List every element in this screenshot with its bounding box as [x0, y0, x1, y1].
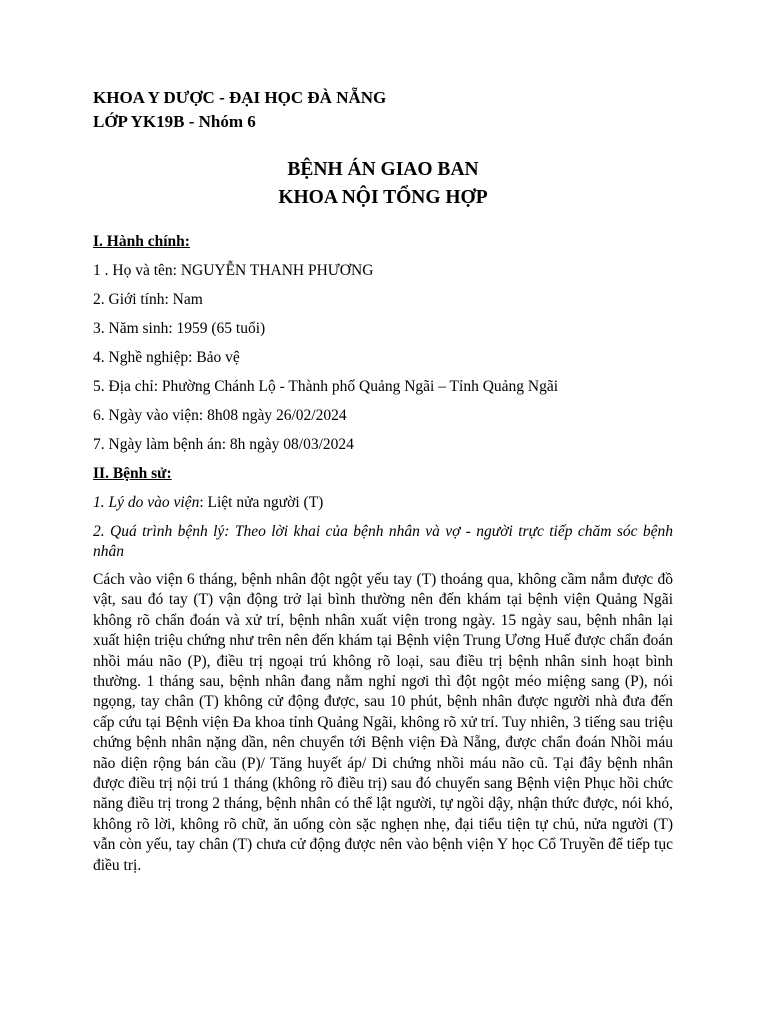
admin-item-record-date: 7. Ngày làm bệnh án: 8h ngày 08/03/2024	[93, 436, 354, 453]
admin-item-gender: 2. Giới tính: Nam	[93, 291, 203, 308]
faculty-header: KHOA Y DƯỢC - ĐẠI HỌC ĐÀ NẴNG	[93, 88, 387, 107]
section-history-heading: II. Bệnh sử:	[93, 465, 172, 482]
disease-process-body: Cách vào viện 6 tháng, bệnh nhân đột ngột yếu tay (T) thoáng qua, không cầm nắm được đồ vật, sau đó tay (T) vận động trở lại bình thường nên đến khám tại bệnh viện Quảng Ngãi không rõ chẩn đoán và xử trí, bệnh nhân xuất viện trong ngày. 15 ngày sau, bệnh nhân lại xuất hiện triệu chứng như trên nên đến khám tại Bệnh viện Trung Ương Huế được chẩn đoán nhồi máu não (P), điều trị ngoại trú không rõ loại, sau điều trị bệnh nhân sinh hoạt bình thường. 1 tháng sau, bệnh nhân đang nằm nghỉ ngơi thì đột ngột méo miệng sang (P), nói ngọng, tay chân (T) không cử động được, sau 10 phút, bệnh nhân được người nhà đưa đến cấp cứu tại Bệnh viện Đa khoa tỉnh Quảng Ngãi, không rõ xử trí. Tuy nhiên, 3 tiếng sau triệu chứng bệnh nhân nặng dần, nên chuyển tới Bệnh viện Đà Nẵng, được chẩn đoán Nhồi máu não diện rộng bán cầu (P)/ Tăng huyết áp/ Di chứng nhồi máu não cũ. Tại đây bệnh nhân được điều trị nội trú 1 tháng (không rõ điều trị) sau đó chuyển sang Bệnh viện Phục hồi chức năng điều trị trong 2 tháng, bệnh nhân có thể lật người, tự ngồi dậy, nhận thức được, nói khó, không rõ lời, không rõ chữ, ăn uống còn sặc nghẹn nhẹ, đại tiểu tiện tự chủ, nửa người (T) vẫn còn yếu, tay chân (T) chưa cử động được nên vào bệnh viện Y học Cổ Truyền để tiếp tục điều trị.	[93, 571, 673, 874]
admin-item-birth-year: 3. Năm sinh: 1959 (65 tuổi)	[93, 320, 266, 337]
admin-item-address: 5. Địa chỉ: Phường Chánh Lộ - Thành phố Quảng Ngãi – Tỉnh Quảng Ngãi	[93, 378, 559, 395]
admin-item-name: 1 . Họ và tên: NGUYỄN THANH PHƯƠNG	[93, 262, 374, 279]
disease-process-label: 2. Quá trình bệnh lý: Theo lời khai của bệnh nhân và vợ - người trực tiếp chăm sóc bệnh nhân	[93, 523, 673, 560]
document-page	[93, 86, 673, 876]
class-header: LỚP YK19B - Nhóm 6	[93, 112, 256, 131]
section-administrative-heading: I. Hành chính:	[93, 233, 190, 250]
reason-label: 1. Lý do vào viện	[93, 494, 200, 511]
admin-item-admission-date: 6. Ngày vào viện: 8h08 ngày 26/02/2024	[93, 407, 347, 424]
title-line-1: BỆNH ÁN GIAO BAN	[287, 159, 479, 180]
document-title	[93, 156, 673, 212]
reason-for-admission	[93, 493, 673, 513]
admin-item-occupation: 4. Nghề nghiệp: Bảo vệ	[93, 349, 240, 366]
title-line-2: KHOA NỘI TỔNG HỢP	[278, 187, 488, 208]
reason-value: : Liệt nửa người (T)	[199, 494, 324, 511]
